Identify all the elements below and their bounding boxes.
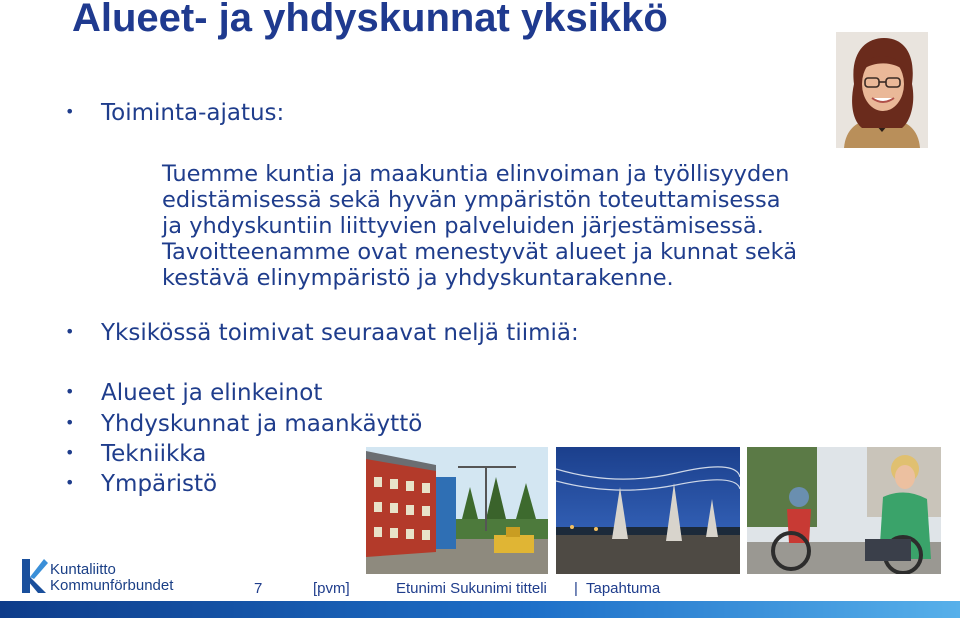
footer-bar bbox=[0, 601, 960, 618]
footer-presenter: Etunimi Sukunimi titteli bbox=[396, 580, 547, 597]
mission-paragraph bbox=[162, 161, 922, 291]
team-item-alueet bbox=[65, 380, 322, 406]
photo-construction bbox=[366, 447, 548, 574]
bullet-marker: • bbox=[65, 473, 75, 492]
photo-cyclists bbox=[747, 447, 941, 574]
bullet-teams-intro bbox=[65, 320, 579, 346]
teams-intro: Yksikössä toimivat seuraavat neljä tiimiä: bbox=[101, 320, 579, 346]
kuntaliitto-logo-icon bbox=[18, 557, 48, 599]
team-label: Ympäristö bbox=[101, 471, 218, 497]
slide-title: Alueet- ja yhdyskunnat yksikkö bbox=[72, 0, 668, 40]
team-item-ymparisto bbox=[65, 471, 217, 497]
mission-line: kestävä elinympäristö ja yhdyskuntarakenne. bbox=[162, 265, 674, 291]
portrait-photo bbox=[836, 32, 928, 148]
mission-line: edistämisessä sekä hyvän ympäristön toteuttamisessa bbox=[162, 187, 781, 213]
bullet-mission bbox=[65, 100, 284, 126]
logo-line-1: Kuntaliitto bbox=[50, 561, 116, 578]
team-label: Yhdyskunnat ja maankäyttö bbox=[101, 411, 423, 437]
mission-label: Toiminta-ajatus: bbox=[101, 100, 285, 126]
logo-text bbox=[50, 562, 173, 594]
footer-date: [pvm] bbox=[313, 580, 350, 597]
mission-line: Tuemme kuntia ja maakuntia elinvoiman ja työllisyyden bbox=[162, 161, 790, 187]
team-item-tekniikka bbox=[65, 441, 206, 467]
bullet-marker: • bbox=[65, 322, 75, 341]
footer-separator: | bbox=[574, 580, 578, 597]
bullet-marker: • bbox=[65, 443, 75, 462]
page-number: 7 bbox=[254, 580, 263, 597]
team-label: Alueet ja elinkeinot bbox=[101, 380, 323, 406]
bullet-marker: • bbox=[65, 382, 75, 401]
bullet-marker: • bbox=[65, 102, 75, 121]
mission-line: Tavoitteenamme ovat menestyvät alueet ja kunnat sekä bbox=[162, 239, 798, 265]
team-item-yhdyskunnat bbox=[65, 411, 422, 437]
bullet-marker: • bbox=[65, 413, 75, 432]
footer-event: Tapahtuma bbox=[586, 580, 661, 597]
mission-line: ja yhdyskuntiin liittyvien palveluiden järjestämisessä. bbox=[162, 213, 764, 239]
logo-line-2: Kommunförbundet bbox=[50, 577, 174, 594]
photo-power-lines bbox=[556, 447, 740, 574]
team-label: Tekniikka bbox=[101, 441, 207, 467]
